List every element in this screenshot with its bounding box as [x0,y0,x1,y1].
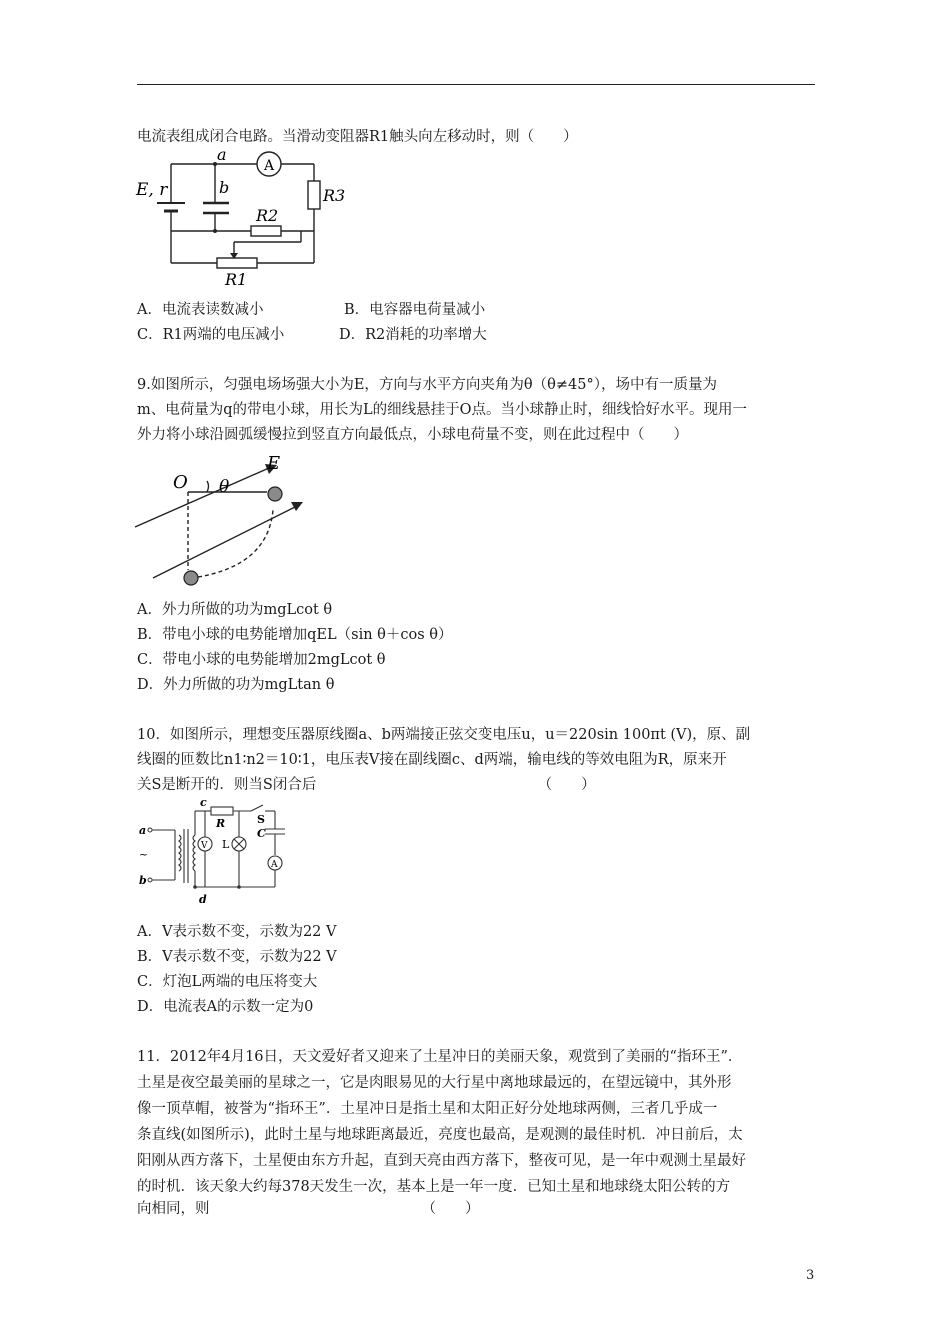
q8-option-d: D．R2消耗的功率增大 [339,327,487,343]
q9-line-1: 9.如图所示，匀强电场场强大小为E，方向与水平方向夹角为θ（θ≠45°），场中有一质量为 [137,377,717,393]
q8-ammeter-icon: A [264,158,275,174]
q11-line-2: 土星是夜空最美丽的星球之一，它是肉眼易见的大行星中离地球最远的，在望远镜中，其外形 [137,1075,732,1091]
q9-field-figure [133,450,313,590]
q10-line-3: 关S是断开的．则当S闭合后 （ ） [137,777,596,793]
q10-label-l: L [222,838,230,851]
q10-label-tilde: ~ [139,848,149,861]
q9-label-o: O [173,472,188,493]
q8-label-b: b [219,178,230,197]
q9-line-3: 外力将小球沿圆弧缓慢拉到竖直方向最低点，小球电荷量不变，则在此过程中（ ） [137,427,688,443]
q11-line-7: 向相同，则 （ ） [137,1201,480,1217]
q11-line-6: 的时机．该天象大约每378天发生一次，基本上是一年一度．已知土星和地球绕太阳公转的方 [137,1179,731,1195]
q10-option-d: D．电流表A的示数一定为0 [137,999,314,1015]
q8-option-a: A．电流表读数减小 [137,302,264,318]
q9-option-d: D．外力所做的功为mgLtan θ [137,677,335,693]
q10-line-2: 线圈的匝数比n1∶n2＝10∶1，电压表V接在副线圈c、d两端，输电线的等效电阻为R，原来开 [137,752,727,768]
q10-label-a: a [139,824,147,837]
q8-circuit-figure [133,145,353,290]
q8-option-b: B．电容器电荷量减小 [344,302,486,318]
q8-option-c: C．R1两端的电压减小 [137,327,285,343]
q10-voltmeter-icon: V [201,841,208,851]
q10-label-d: d [199,893,207,906]
q10-label-c: c [200,797,207,809]
q10-label-b: b [139,874,147,887]
q11-line-4: 条直线(如图所示)，此时土星与地球距离最近，亮度也最高，是观测的最佳时机．冲日前后，太 [137,1127,743,1143]
q8-label-a: a [217,145,227,164]
q10-option-b: B．V表示数不变，示数为22 V [137,949,337,965]
q10-option-a: A．V表示数不变，示数为22 V [137,924,337,940]
q11-line-3: 像一顶草帽，被誉为“指环王”．土星冲日是指土星和太阳正好分处地球两侧，三者几乎成一 [137,1101,718,1117]
q11-line-1: 11．2012年4月16日，天文爱好者又迎来了土星冲日的美丽天象，观赏到了美丽的“指环王”． [137,1049,743,1065]
charged-ball-low-icon [184,571,198,585]
q10-transformer-figure [135,797,295,907]
q8-label-r1: R1 [225,270,248,289]
page-number: 3 [806,1268,815,1283]
q9-label-e: E [267,453,281,474]
q8-label-r2: R2 [256,206,279,225]
q10-ammeter-icon: A [271,860,278,870]
q8-label-r3: R3 [323,186,346,205]
q9-option-b: B．带电小球的电势能增加qEL（sin θ＋cos θ） [137,627,453,643]
q11-line-5: 阳刚从西方落下，土星便由东方升起，直到天亮由西方落下，整夜可见，是一年中观测土星最好 [137,1153,746,1169]
q8-label-er: E, r [136,180,168,200]
q9-line-2: m、电荷量为q的带电小球，用长为L的细线悬挂于O点。当小球静止时，细线恰好水平。现用一 [137,402,748,418]
q9-option-c: C．带电小球的电势能增加2mgLcot θ [137,652,386,668]
q8-stem: 电流表组成闭合电路。当滑动变阻器R1触头向左移动时，则（ ） [137,129,578,145]
q10-label-r: R [216,817,226,830]
charged-ball-icon [268,487,282,501]
q9-option-a: A．外力所做的功为mgLcot θ [137,602,333,618]
q10-line-1: 10．如图所示，理想变压器原线圈a、b两端接正弦交变电压u，u＝220sin 100πt (V)，原、副 [137,727,751,743]
field-arrow-icon-2 [291,502,303,511]
q10-label-s: S [257,813,265,826]
q10-label-cap: C [257,827,266,840]
q10-option-c: C．灯泡L两端的电压将变大 [137,974,318,990]
header-rule [137,84,815,85]
q9-label-theta: θ [219,477,230,497]
